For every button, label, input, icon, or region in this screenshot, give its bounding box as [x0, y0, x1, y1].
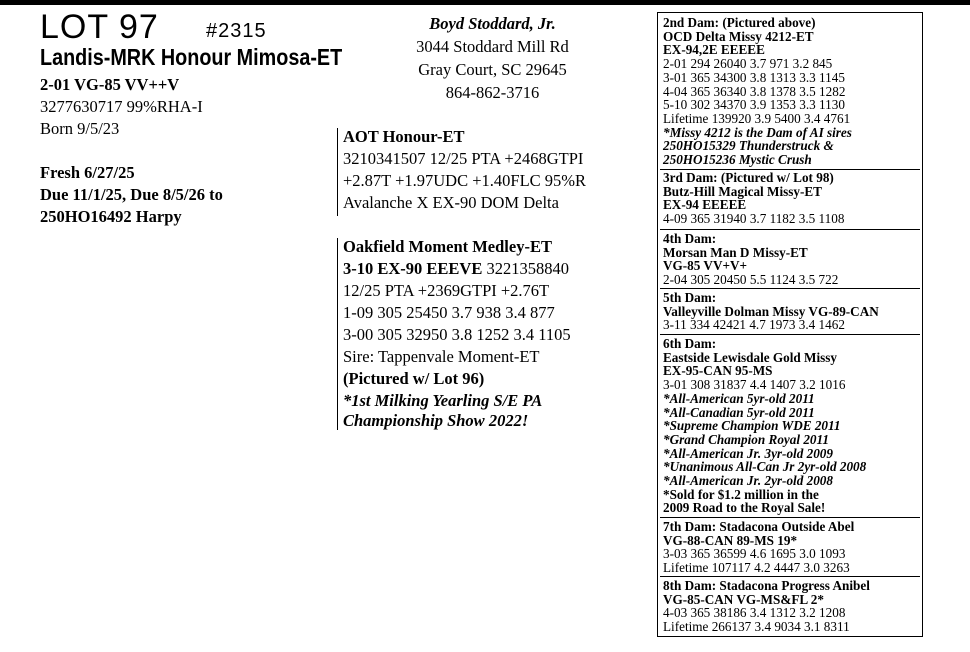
sire-line-3: Avalanche X EX-90 DOM Delta: [343, 193, 559, 212]
pedigree-line: *All-American 5yr-old 2011: [663, 390, 815, 406]
pedigree-line: Lifetime 266137 3.4 9034 3.1 8311: [663, 619, 850, 635]
dam-name: Oakfield Moment Medley-ET: [343, 237, 552, 256]
pedigree-8th-dam: [663, 579, 870, 634]
sire-bracket: [337, 128, 338, 216]
pedigree-line: 2nd Dam: (Pictured above): [663, 15, 816, 30]
pedigree-line: EX-94,2E EEEEE: [663, 42, 765, 58]
pedigree-line: Butz-Hill Magical Missy-ET: [663, 183, 822, 199]
divider: [660, 517, 920, 518]
divider: [660, 576, 920, 577]
pedigree-line: *Supreme Champion WDE 2011: [663, 418, 841, 434]
dam-bracket: [337, 238, 338, 430]
pedigree-line: 4-09 365 31940 3.7 1182 3.5 1108: [663, 211, 845, 227]
animal-name: Landis-MRK Honour Mimosa-ET: [40, 44, 343, 70]
pedigree-line: 5-10 302 34370 3.9 1353 3.3 1130: [663, 97, 845, 113]
dam-record-1: 1-09 305 25450 3.7 938 3.4 877: [343, 303, 555, 322]
pedigree-line: 3-03 365 36599 4.6 1695 3.0 1093: [663, 546, 846, 562]
animal-registration: 3277630717 99%RHA-I: [40, 97, 203, 116]
pedigree-line: EX-95-CAN 95-MS: [663, 363, 773, 379]
divider: [660, 334, 920, 335]
pedigree-line: Morsan Man D Missy-ET: [663, 244, 808, 260]
pedigree-line: *Missy 4212 is the Dam of AI sires: [663, 124, 852, 140]
pedigree-line: 5th Dam:: [663, 290, 717, 305]
dam-pta: 12/25 PTA +2369GTPI +2.76T: [343, 281, 550, 300]
animal-birthdate: Born 9/5/23: [40, 119, 120, 138]
lot-title: LOT 97: [40, 8, 159, 46]
divider: [660, 229, 920, 230]
pedigree-line: VG-88-CAN 89-MS 19*: [663, 532, 798, 548]
dam-classification: 3-10 EX-90 EEEVE: [343, 259, 483, 278]
pedigree-7th-dam: [663, 520, 854, 575]
pedigree-line: 3-01 308 31837 4.4 1407 3.2 1016: [663, 377, 846, 393]
pedigree-line: 3-01 365 34300 3.8 1313 3.3 1145: [663, 69, 845, 85]
pedigree-line: *All-Canadian 5yr-old 2011: [663, 404, 815, 420]
pedigree-line: 6th Dam:: [663, 336, 717, 351]
pedigree-2nd-dam: [663, 16, 852, 167]
pedigree-line: 3-11 334 42421 4.7 1973 3.4 1462: [663, 317, 845, 333]
pedigree-line: Lifetime 139920 3.9 5400 3.4 4761: [663, 110, 851, 126]
dam-sire: Sire: Tappenvale Moment-ET: [343, 347, 540, 366]
seller-address: 3044 Stoddard Mill Rd: [416, 37, 569, 56]
seller-city: Gray Court, SC 29645: [418, 60, 567, 79]
pedigree-line: 4th Dam:: [663, 231, 717, 246]
pedigree-line: 250HO15236 Mystic Crush: [663, 152, 812, 168]
pedigree-line: Eastside Lewisdale Gold Missy: [663, 349, 838, 365]
fresh-date: Fresh 6/27/25: [40, 163, 135, 182]
pedigree-line: *Unanimous All-Can Jr 2yr-old 2008: [663, 459, 867, 475]
dam-registration: 3221358840: [482, 259, 569, 278]
pedigree-line: 2-04 305 20450 5.5 1124 3.5 722: [663, 272, 839, 288]
seller-phone: 864-862-3716: [445, 83, 540, 102]
lot-number: #2315: [206, 20, 267, 42]
dam-pictured: (Pictured w/ Lot 96): [343, 369, 485, 388]
pedigree-line: 2009 Road to the Royal Sale!: [663, 500, 826, 516]
pedigree-line: 4-04 365 36340 3.8 1378 3.5 1282: [663, 83, 846, 99]
animal-classification: 2-01 VG-85 VV++V: [40, 75, 180, 94]
pedigree-line: 250HO15329 Thunderstruck &: [663, 138, 834, 154]
pedigree-line: *Sold for $1.2 million in the: [663, 486, 819, 502]
pedigree-5th-dam: [663, 291, 879, 332]
dam-note-1: *1st Milking Yearling S/E PA: [343, 391, 543, 410]
pedigree-line: *All-American Jr. 2yr-old 2008: [663, 473, 833, 489]
seller-name: Boyd Stoddard, Jr.: [429, 14, 556, 33]
pedigree-line: 3rd Dam: (Pictured w/ Lot 98): [663, 170, 834, 185]
pedigree-line: 7th Dam: Stadacona Outside Abel: [663, 519, 855, 534]
pedigree-6th-dam: [663, 337, 866, 515]
sire-line-1: 3210341507 12/25 PTA +2468GTPI: [343, 149, 584, 168]
pedigree-line: OCD Delta Missy 4212-ET: [663, 28, 814, 44]
pedigree-3rd-dam: [663, 171, 844, 226]
pedigree-line: *Grand Champion Royal 2011: [663, 431, 829, 447]
dam-record-2: 3-00 305 32950 3.8 1252 3.4 1105: [343, 325, 571, 344]
pedigree-line: Lifetime 107117 4.2 4447 3.0 3263: [663, 560, 850, 576]
pedigree-line: VG-85 VV+V+: [663, 258, 748, 274]
pedigree-line: Valleyville Dolman Missy VG-89-CAN: [663, 303, 879, 319]
due-sire: 250HO16492 Harpy: [40, 207, 182, 226]
due-dates: Due 11/1/25, Due 8/5/26 to: [40, 185, 223, 204]
sire-name: AOT Honour-ET: [343, 127, 465, 146]
pedigree-4th-dam: [663, 232, 838, 287]
pedigree-line: 2-01 294 26040 3.7 971 3.2 845: [663, 56, 833, 72]
pedigree-line: 4-03 365 38186 3.4 1312 3.2 1208: [663, 605, 846, 621]
pedigree-line: 8th Dam: Stadacona Progress Anibel: [663, 578, 870, 593]
dam-class-line: [343, 258, 569, 280]
sire-line-2: +2.87T +1.97UDC +1.40FLC 95%R: [343, 171, 587, 190]
dam-note-2: Championship Show 2022!: [343, 411, 529, 430]
pedigree-line: VG-85-CAN VG-MS&FL 2*: [663, 591, 824, 607]
pedigree-line: *All-American Jr. 3yr-old 2009: [663, 445, 833, 461]
divider: [660, 288, 920, 289]
pedigree-line: EX-94 EEEEE: [663, 197, 747, 213]
top-rule: [0, 0, 970, 5]
